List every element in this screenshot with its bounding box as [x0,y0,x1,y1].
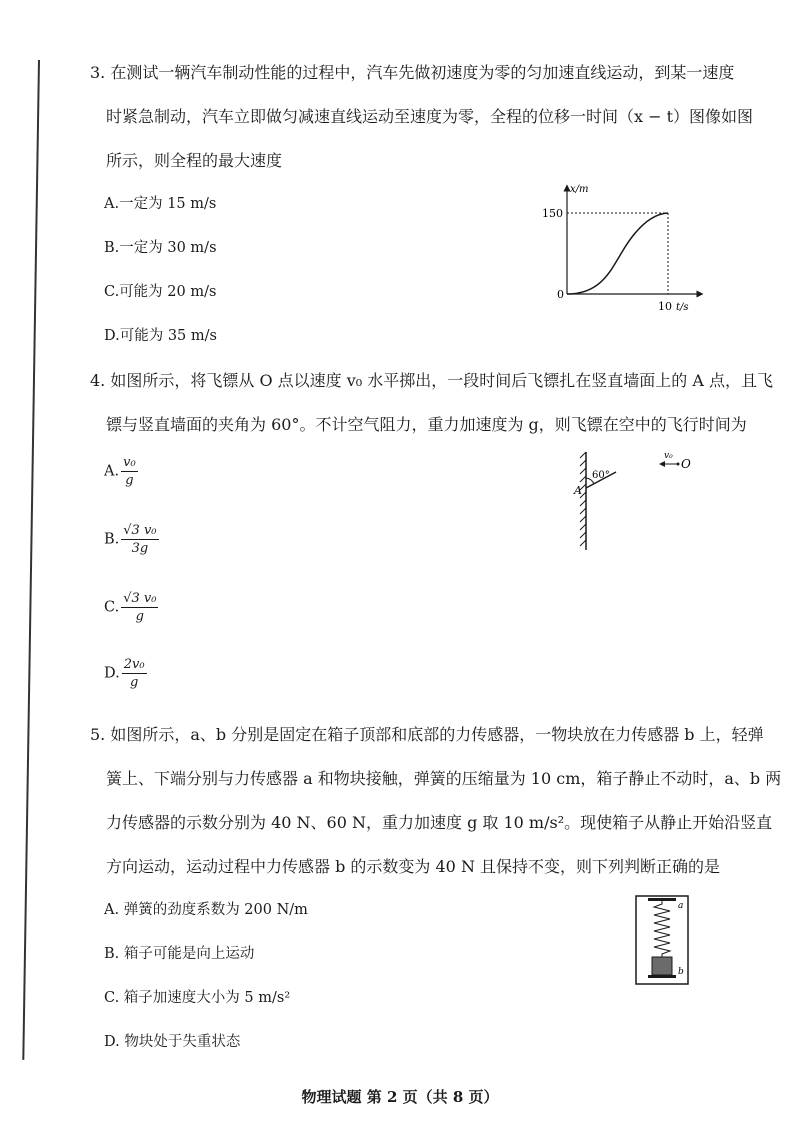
q4-option-b-fraction [121,522,158,557]
q5-block [652,957,672,975]
q4-option-c-prefix: C. [104,599,120,616]
q3-stem-line-1: 3. 在测试一辆汽车制动性能的过程中，汽车先做初速度为零的匀加速直线运动，到某一速度 [90,63,735,82]
q4-option-d[interactable] [104,656,147,691]
q4-option-c-den: g [135,609,144,624]
q4-option-b[interactable] [104,522,159,557]
q5-sensor-b [648,975,676,978]
q4-point-o-dot [677,463,680,466]
q4-dart-wall-figure [566,448,696,558]
q4-wall-hatch [580,452,586,546]
q5-box-figure [634,894,690,986]
q3-option-c[interactable]: C.可能为 20 m/s [104,284,217,300]
q5-option-a[interactable]: A. 弹簧的劲度系数为 200 N/m [104,902,308,918]
q3-x-label: t/s [676,302,689,313]
q5-stem-line-2: 簧上、下端分别与力传感器 a 和物块接触，弹簧的压缩量为 10 cm，箱子静止不动时，a、b 两 [106,769,782,788]
q4-option-c-fraction [121,590,158,625]
q5-option-d[interactable]: D. 物块处于失重状态 [104,1034,241,1050]
page-footer: 物理试题 第 2 页（共 8 页） [301,1088,499,1106]
q5-stem-line-4: 方向运动，运动过程中力传感器 b 的示数变为 40 N 且保持不变，则下列判断正确的是 [106,857,721,876]
q4-option-a-den: g [125,473,134,488]
q5-option-b[interactable]: B. 箱子可能是向上运动 [104,946,255,962]
q3-x-tick: 10 [658,300,672,313]
q5-label-b: b [678,967,684,977]
q4-option-d-den: g [129,675,139,690]
q4-option-b-prefix: B. [104,531,120,548]
q3-y-label: x/m [570,184,589,195]
q3-option-b[interactable]: B.一定为 30 m/s [104,240,217,256]
q4-option-b-num: √3 v₀ [123,523,157,538]
q4-stem-line-1: 4. 如图所示，将飞镖从 O 点以速度 v₀ 水平掷出，一段时间后飞镖扎在竖直墙面上的 A 点，且飞 [90,371,773,390]
q4-option-b-den: 3g [131,541,149,556]
q5-option-c[interactable]: C. 箱子加速度大小为 5 m/s² [104,990,291,1006]
q4-angle-label: 60° [592,470,610,481]
q5-stem-line-3: 力传感器的示数分别为 40 N、60 N，重力加速度 g 取 10 m/s²。现使箱子从静止开始沿竖直 [106,813,773,832]
q4-option-d-num: 2v₀ [123,657,145,672]
q3-y-tick: 150 [542,207,563,220]
q3-stem-line-2: 时紧急制动，汽车立即做匀减速直线运动至速度为零，全程的位移一时间（x − t）图像如图 [106,107,754,126]
binding-margin-line [22,60,40,1060]
q4-stem-line-2: 镖与竖直墙面的夹角为 60°。不计空气阻力，重力加速度为 g，则飞镖在空中的飞行时间为 [106,415,747,434]
q3-origin: 0 [557,288,564,301]
q4-option-a[interactable] [104,454,138,489]
q4-option-a-fraction [121,454,138,489]
q4-option-d-prefix: D. [104,665,120,682]
q3-xt-graph [540,182,710,322]
q4-velocity-label: v₀ [664,451,673,461]
q3-option-d[interactable]: D.可能为 35 m/s [104,328,217,344]
q4-option-d-fraction [122,656,147,691]
q4-point-a: A [574,484,582,497]
q3-stem-line-3: 所示，则全程的最大速度 [106,151,283,170]
q3-option-a[interactable]: A.一定为 15 m/s [104,196,217,212]
q4-option-c-num: √3 v₀ [123,591,157,606]
q5-stem-line-1: 5. 如图所示，a、b 分别是固定在箱子顶部和底部的力传感器，一物块放在力传感器 b 上，轻弹 [90,725,764,744]
q4-point-o: O [681,457,691,471]
q5-sensor-a [648,898,676,901]
q5-label-a: a [678,901,684,911]
q4-option-a-num: v₀ [123,455,136,470]
q4-option-a-prefix: A. [104,463,120,480]
q5-spring [654,901,670,957]
q3-curve [567,213,668,294]
q4-option-c[interactable] [104,590,158,625]
